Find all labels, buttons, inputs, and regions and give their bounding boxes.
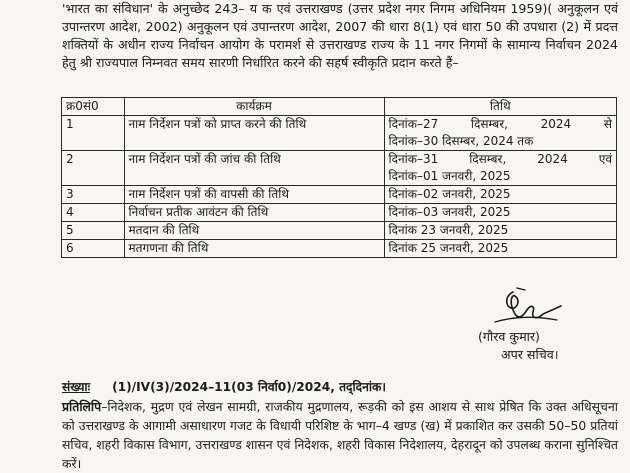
intro-paragraph bbox=[62, 0, 618, 72]
table-header-row bbox=[62, 98, 617, 116]
date-line-2: दिनांक–30 दिसम्बर, 2024 तक bbox=[388, 134, 534, 148]
table-row bbox=[62, 222, 617, 240]
date-part: दिनांक–27 bbox=[388, 117, 439, 131]
row-date: दिनांक 25 जनवरी, 2025 bbox=[384, 240, 616, 258]
copy-label: प्रतिलिपि bbox=[62, 399, 102, 414]
date-part: दिसम्बर, bbox=[469, 152, 507, 166]
signatory-designation: अपर सचिव। bbox=[501, 347, 559, 362]
reference-number: (1)/IV(3)/2024–11(03 निर्वा0)/2024, तद्‌दिनांक। bbox=[112, 380, 387, 394]
table-row bbox=[62, 204, 617, 222]
signatory-name: (गौरव कुमार) bbox=[478, 329, 540, 344]
date-part: से bbox=[603, 117, 612, 131]
row-serial: 5 bbox=[62, 222, 125, 240]
row-task: निर्वाचन प्रतीक आवंटन की तिथि bbox=[124, 204, 384, 222]
election-schedule-table bbox=[61, 97, 617, 258]
row-serial: 6 bbox=[62, 240, 125, 258]
copy-body: –निदेशक, मुद्रण एवं लेखन सामग्री, राजकीय मुद्रणालय, रूड़की को इस आशय से साथ प्रेषित कि उक्त अधिसूचना को उत्तराखण्ड के आगामी असाधारण गजट के विधायी परिशिष्ट के भाग–4 खण्ड (ख) में प्रकाशित कर उसकी 50–50 प्रतियां सचिव, शहरी विकास विभाग, उत्तराखण्ड शासन एवं निदेशक, शहरी विकास निदेशालय, देहरादून को उपलब्ध कराना सुनिश्चित करें। bbox=[62, 399, 618, 471]
row-task: मतदान की तिथि bbox=[124, 222, 384, 240]
table-row bbox=[62, 151, 617, 186]
date-part: 2024 bbox=[537, 152, 568, 166]
date-part: दिनांक–31 bbox=[388, 152, 439, 166]
table-row bbox=[62, 116, 617, 151]
handwritten-signature bbox=[465, 286, 575, 328]
date-part: दिसम्बर, bbox=[470, 117, 508, 131]
copy-text bbox=[62, 397, 618, 473]
row-date bbox=[384, 116, 616, 151]
header-programme: कार्यक्रम bbox=[124, 98, 384, 116]
table-row bbox=[62, 240, 617, 258]
row-task: नाम निर्देशन पत्रों को प्राप्त करने की तिथि bbox=[124, 116, 384, 151]
row-date bbox=[384, 151, 616, 186]
date-part: 2024 bbox=[540, 117, 572, 131]
row-date: दिनांक–02 जनवरी, 2025 bbox=[384, 186, 616, 204]
row-serial: 1 bbox=[62, 116, 125, 151]
date-line-1 bbox=[389, 151, 612, 168]
row-serial: 2 bbox=[62, 151, 125, 186]
reference-label: संख्याः bbox=[62, 380, 91, 394]
date-part: एवं bbox=[598, 152, 612, 166]
row-serial: 3 bbox=[62, 186, 125, 204]
row-task: मतगणना की तिथि bbox=[124, 240, 384, 258]
copy-paragraph bbox=[62, 397, 618, 473]
date-line-1 bbox=[389, 116, 612, 133]
header-date: तिथि bbox=[384, 98, 616, 116]
row-task: नाम निर्देशन पत्रों की जांच की तिथि bbox=[124, 151, 384, 186]
row-task: नाम निर्देशन पत्रों की वापसी की तिथि bbox=[124, 186, 384, 204]
date-line-2: दिनांक–01 जनवरी, 2025 bbox=[388, 169, 511, 183]
row-date: दिनांक–03 जनवरी, 2025 bbox=[384, 204, 616, 222]
reference-line bbox=[62, 378, 386, 395]
intro-text: 'भारत का संविधान' के अनुच्छेद 243– य क एवं उत्तराखण्ड (उत्तर प्रदेश नगर निगम अधिनियम 1959)( अनुकूलन एवं उपान्तरण आदेश, 2002) अनुकूलन एवं उपान्तरण आदेश, 2007 की धारा 8(1) एवं धारा 50 की उपधारा (2) में प्रदत्त शक्तियों के अधीन राज्य निर्वाचन आयोग के परामर्श से उत्तराखण्ड राज्य के 11 नगर निगमों के सामान्य निर्वाचन 2024 हेतु श्री राज्यपाल निम्नवत समय सारणी निर्धारित करने की सहर्ष स्वीकृति प्रदान करते हैं– bbox=[62, 1, 618, 70]
row-date: दिनांक 23 जनवरी, 2025 bbox=[384, 222, 616, 240]
row-serial: 4 bbox=[62, 204, 125, 222]
header-serial-number: क्र0सं0 bbox=[62, 98, 125, 116]
table-row bbox=[62, 186, 617, 204]
